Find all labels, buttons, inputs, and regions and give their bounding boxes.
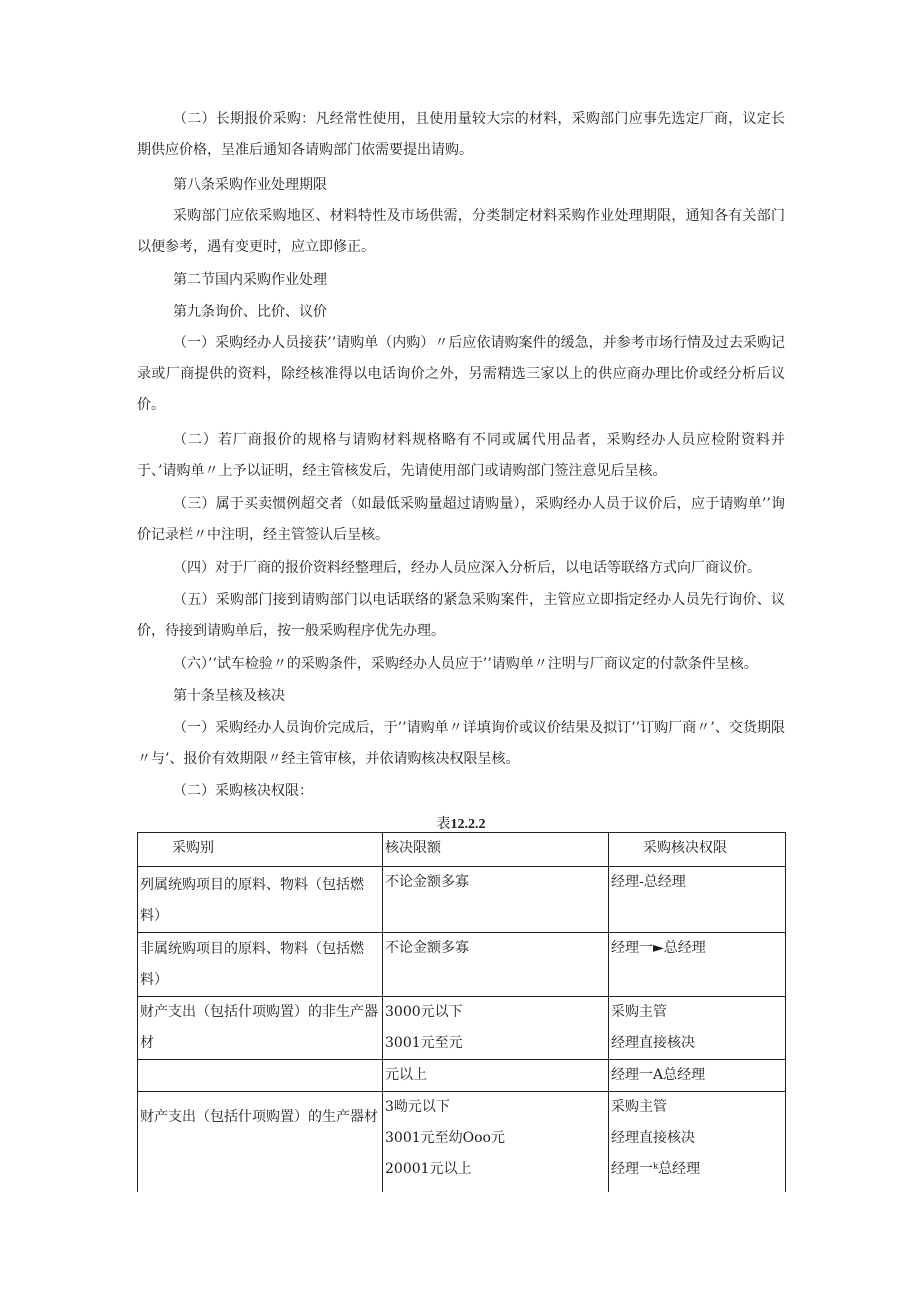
table-row [138,867,786,933]
heading-section-2: 第二节国内采购作业处理 [173,272,327,288]
table-row [138,997,786,1060]
limit-line: 3呦元以下 [385,1099,450,1115]
header-limit: 核决限额 [383,833,609,867]
table-row [138,1060,786,1092]
authority-line: 经理一ᵏ总经理 [611,1161,701,1177]
header-authority: 采购核决权限 [609,833,786,867]
row-category: 财产支出（包括什项购置）的生产器材 [138,1092,383,1192]
table-header-row [138,833,786,867]
paragraph-processing-period: 采购部门应依采购地区、材料特性及市场供需，分类制定材料采购作业处理期限，通知各有关部门以便参考，遇有变更时，应立即修正。 [137,208,785,255]
row-category: 财产支出（包括什项购置）的非生产器材 [138,997,383,1060]
row-limit: 不论金额多寡 [383,867,609,933]
row-authority [609,997,786,1060]
authority-line: 采购主管 [611,1099,667,1115]
authority-line: 采购主管 [611,1004,667,1020]
limit-line: 3001元至元 [385,1035,463,1051]
row-category: 列属统购项目的原料、物料（包括燃料） [138,867,383,933]
row-limit [383,1092,609,1192]
paragraph-approval-2: （二）采购核决权限： [173,783,313,799]
row-authority: 经理一A总经理 [609,1060,786,1092]
row-limit [383,997,609,1060]
row-authority: 经理-总经理 [609,867,786,933]
authority-line: 经理直接核决 [611,1035,695,1051]
paragraph-inquiry-2: （二）若厂商报价的规格与请购材料规格略有不同或属代用品者，采购经办人员应检附资料并于、’请购单〃上予以证明，经主管核发后，先请使用部门或请购部门签注意见后呈核。 [137,432,785,479]
row-limit: 元以上 [383,1060,609,1092]
authority-line: 经理直接核决 [611,1130,695,1146]
heading-article-10: 第十条呈核及核决 [173,688,285,704]
table-row [138,933,786,997]
table-caption-number: 12.2.2 [450,817,486,832]
paragraph-inquiry-1: （一）采购经办人员接获’’请购单（内购）〃后应依请购案件的缓急，并参考市场行情及过去采购记录或厂商提供的资料，除经核准得以电话询价之外，另需精选三家以上的供应商办理比价或经分析后议价。 [137,335,785,413]
header-category: 采购别 [138,833,383,867]
row-category: 非属统购项目的原料、物料（包括燃料） [138,933,383,997]
table-caption-prefix: 表 [436,816,451,832]
paragraph-approval-1: （一）采购经办人员询价完成后，于’’请购单〃详填询价或议价结果及拟订’’订购厂商〃’、交货期限〃与’、报价有效期限〃经主管审核，并依请购核决权限呈核。 [137,720,785,767]
limit-line: 20001元以上 [385,1161,472,1177]
paragraph-inquiry-5: （五）采购部门接到请购部门以电话联络的紧急采购案件，主管应立即指定经办人员先行询价、议价，待接到请购单后，按一般采购程序优先办理。 [137,592,785,639]
row-limit: 不论金额多寡 [383,933,609,997]
paragraph-inquiry-3: （三）属于买卖惯例超交者（如最低采购量超过请购量），采购经办人员于议价后，应于请购单’’询价记录栏〃中注明，经主管签认后呈核。 [137,496,785,543]
row-authority [609,1092,786,1192]
limit-line: 3001元至幼Ooo元 [385,1130,505,1146]
paragraph-inquiry-4: （四）对于厂商的报价资料经整理后，经办人员应深入分析后，以电话等联络方式向厂商议价。 [173,560,761,576]
paragraph-long-term-quote: （二）长期报价采购：凡经常性使用，且使用量较大宗的材料，采购部门应事先选定厂商，议定长期供应价格，呈准后通知各请购部门依需要提出请购。 [137,111,785,158]
row-category [138,1060,383,1092]
limit-line: 3000元以下 [385,1004,463,1020]
heading-article-9: 第九条询价、比价、议价 [173,304,327,320]
heading-article-8: 第八条采购作业处理期限 [173,177,327,193]
row-authority: 经理一►总经理 [609,933,786,997]
approval-authority-table [137,832,786,1192]
table-row [138,1092,786,1192]
paragraph-inquiry-6: （六）’’试车检验〃的采购条件，采购经办人员应于’’请购单〃注明与厂商议定的付款条件呈核。 [173,656,758,672]
